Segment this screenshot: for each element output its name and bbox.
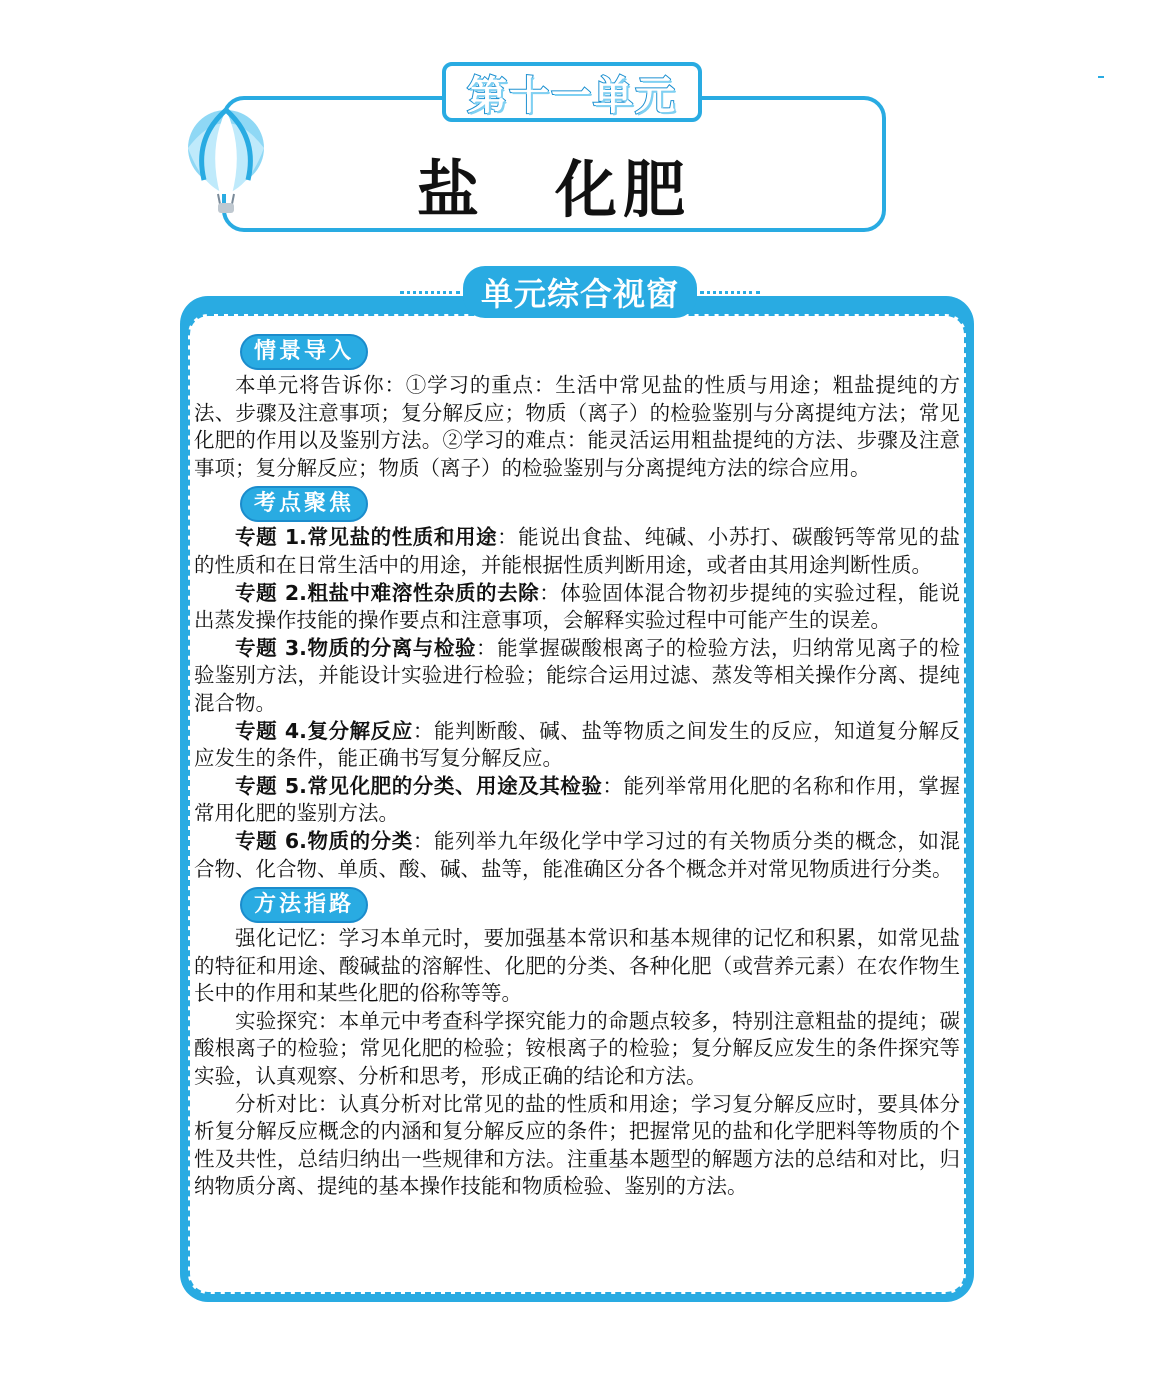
focus-item-head: 粗盐中难溶性杂质的去除 (306, 580, 540, 605)
intro-paragraph: 本单元将告诉你：①学习的重点：生活中常见盐的性质与用途；粗盐提纯的方法、步骤及注意事项；复分解反应；物质（离子）的检验鉴别与分离提纯方法；常见化肥的作用以及鉴别方法。②学习的难点：能灵活运用粗盐提纯的方法、步骤及注意事项；复分解反应；物质（离子）的检验鉴别与分离提纯方法的综合应用。 (194, 373, 960, 480)
focus-item-text: ：能掌握碳酸根离子的检验方法，归纳常见离子的检验鉴别方法，并能设计实验进行检验；能综合运用过滤、蒸发等相关操作分离、提纯混合物。 (194, 635, 961, 715)
focus-item-head: 物质的分类 (306, 828, 413, 853)
focus-item (194, 524, 960, 579)
title-part2: 化肥 (555, 153, 692, 226)
focus-item-prefix: 专题 5. (235, 773, 307, 798)
dotted-line-right (700, 291, 760, 294)
corner-mark (1098, 76, 1104, 78)
method-paragraph: 强化记忆：学习本单元时，要加强基本常识和基本规律的记忆和积累，如常见盐的特征和用途、酸碱盐的溶解性、化肥的分类、各种化肥（或营养元素）在农作物生长中的作用和某些化肥的俗称等等。 (194, 926, 960, 1006)
title-part1: 盐 (416, 153, 485, 226)
focus-item (194, 718, 960, 773)
panel-label-pill: 单元综合视窗 (463, 266, 697, 318)
focus-item-text: ：体验固体混合物初步提纯的实验过程，能说出蒸发操作技能的操作要点和注意事项，会解释实验过程中可能产生的误差。 (194, 580, 961, 633)
focus-item-prefix: 专题 4. (235, 718, 307, 743)
panel-label (380, 270, 780, 314)
focus-item-text: ：能列举常用化肥的名称和作用，掌握常用化肥的鉴别方法。 (194, 773, 961, 826)
focus-item-head: 复分解反应 (306, 718, 413, 743)
focus-item-text: ：能说出食盐、纯碱、小苏打、碳酸钙等常见的盐的性质和在日常生活中的用途，并能根据性质判断用途，或者由其用途判断性质。 (194, 525, 961, 577)
dotted-line-left (400, 291, 460, 294)
method-paragraph: 实验探究：本单元中考查科学探究能力的命题点较多，特别注意粗盐的提纯；碳酸根离子的检验；常见化肥的检验；铵根离子的检验；复分解反应发生的条件探究等实验，认真观察、分析和思考，形成正确的结论和方法。 (194, 1008, 960, 1089)
focus-item-prefix: 专题 1. (235, 525, 307, 550)
section-tag-method: 方法指路 (240, 887, 368, 923)
focus-item (194, 828, 960, 883)
unit-label (442, 62, 702, 122)
focus-item-text: ：能列举九年级化学中学习过的有关物质分类的概念，如混合物、化合物、单质、酸、碱、盐等，能准确区分各个概念并对常见物质进行分类。 (194, 828, 960, 881)
content-body (194, 330, 960, 1201)
focus-item-prefix: 专题 2. (235, 580, 307, 605)
method-paragraph: 分析对比：认真分析对比常见的盐的性质和用途；学习复分解反应时，要具体分析复分解反应概念的内涵和复分解反应的条件；把握常见的盐和化学肥料等物质的个性及共性，总结归纳出一些规律和方法。注重基本题型的解题方法的总结和对比，归纳物质分离、提纯的基本操作技能和物质检验、鉴别的方法。 (194, 1091, 960, 1199)
focus-item-head: 物质的分离与检验 (306, 635, 477, 660)
focus-item-prefix: 专题 6. (235, 828, 307, 853)
focus-item (194, 773, 960, 828)
focus-item-prefix: 专题 3. (235, 635, 307, 660)
focus-item-head: 常见化肥的分类、用途及其检验 (306, 773, 603, 798)
page-title (222, 140, 886, 229)
focus-item-text: ：能判断酸、碱、盐等物质之间发生的反应，知道复分解反应发生的条件，能正确书写复分解反应。 (194, 718, 960, 771)
section-tag-intro: 情景导入 (240, 334, 368, 370)
unit-label-text: 第十一单元 (467, 72, 677, 119)
focus-item (194, 580, 960, 635)
focus-item (194, 635, 960, 718)
focus-item-head: 常见盐的性质和用途 (306, 525, 498, 550)
section-tag-focus: 考点聚焦 (240, 486, 368, 522)
